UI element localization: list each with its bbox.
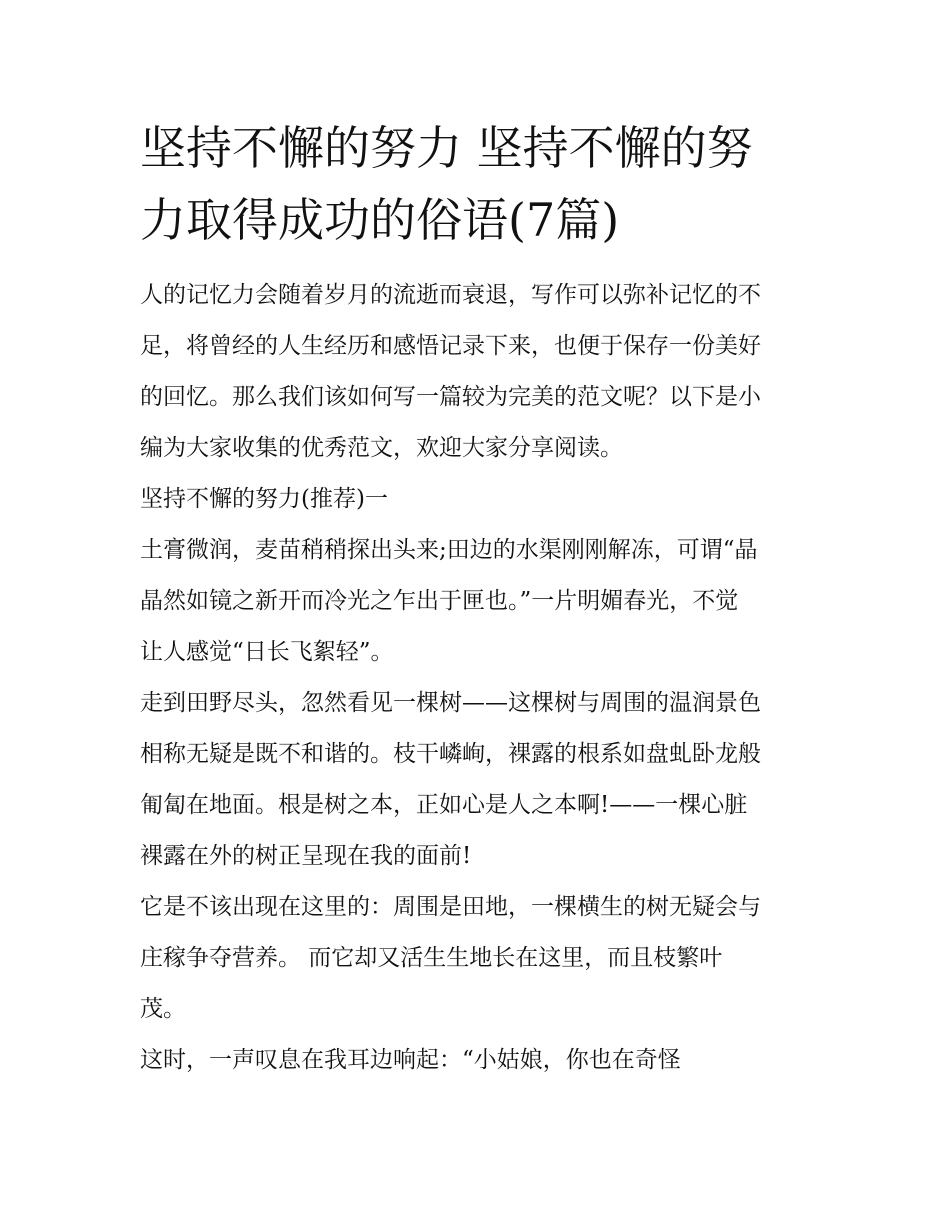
text-line: 土膏微润，麦苗稍稍探出头来;田边的水渠刚刚解冻，可谓“晶 bbox=[140, 537, 758, 563]
text-line: 相称无疑是既不和谐的。枝干嶙峋，裸露的根系如盘虬卧龙般 bbox=[140, 741, 761, 767]
text-line: 这时，一声叹息在我耳边响起：“小姑娘，你也在奇怪 bbox=[140, 1047, 681, 1073]
text-line: 它是不该出现在这里的：周围是田地，一棵横生的树无疑会与 bbox=[140, 894, 761, 920]
text-line: 让人感觉“日长飞絮轻”。 bbox=[140, 639, 394, 665]
text-line: 茂。 bbox=[140, 996, 186, 1022]
document-page bbox=[140, 112, 820, 1086]
text-line: 编为大家收集的优秀范文，欢迎大家分享阅读。 bbox=[140, 435, 623, 461]
text-line: 匍匐在地面。根是树之本，正如心是人之本啊!——一棵心脏 bbox=[140, 792, 748, 818]
body-paragraph bbox=[140, 1035, 820, 1086]
text-line: 坚持不懈的努力(推荐)一 bbox=[140, 486, 388, 512]
intro-paragraph bbox=[140, 270, 820, 474]
text-line: 足，将曾经的人生经历和感悟记录下来，也便于保存一份美好 bbox=[140, 333, 761, 359]
text-line: 庄稼争夺营养。 而它却又活生生地长在这里，而且枝繁叶 bbox=[140, 945, 723, 971]
text-line: 晶然如镜之新开而冷光之乍出于匣也。”一片明媚春光，不觉 bbox=[140, 588, 739, 614]
title-line: 力取得成功的俗语(7篇) bbox=[140, 193, 620, 247]
document-title bbox=[140, 112, 820, 256]
body-paragraph bbox=[140, 525, 820, 678]
title-line: 坚持不懈的努力 坚持不懈的努 bbox=[140, 121, 753, 175]
text-line: 的回忆。那么我们该如何写一篇较为完美的范文呢？以下是小 bbox=[140, 384, 761, 410]
text-line: 裸露在外的树正呈现在我的面前! bbox=[140, 843, 472, 869]
text-line: 走到田野尽头，忽然看见一棵树——这棵树与周围的温润景色 bbox=[140, 690, 761, 716]
section-heading bbox=[140, 474, 820, 525]
body-paragraph bbox=[140, 678, 820, 882]
text-line: 人的记忆力会随着岁月的流逝而衰退，写作可以弥补记忆的不 bbox=[140, 282, 761, 308]
body-paragraph bbox=[140, 882, 820, 1035]
